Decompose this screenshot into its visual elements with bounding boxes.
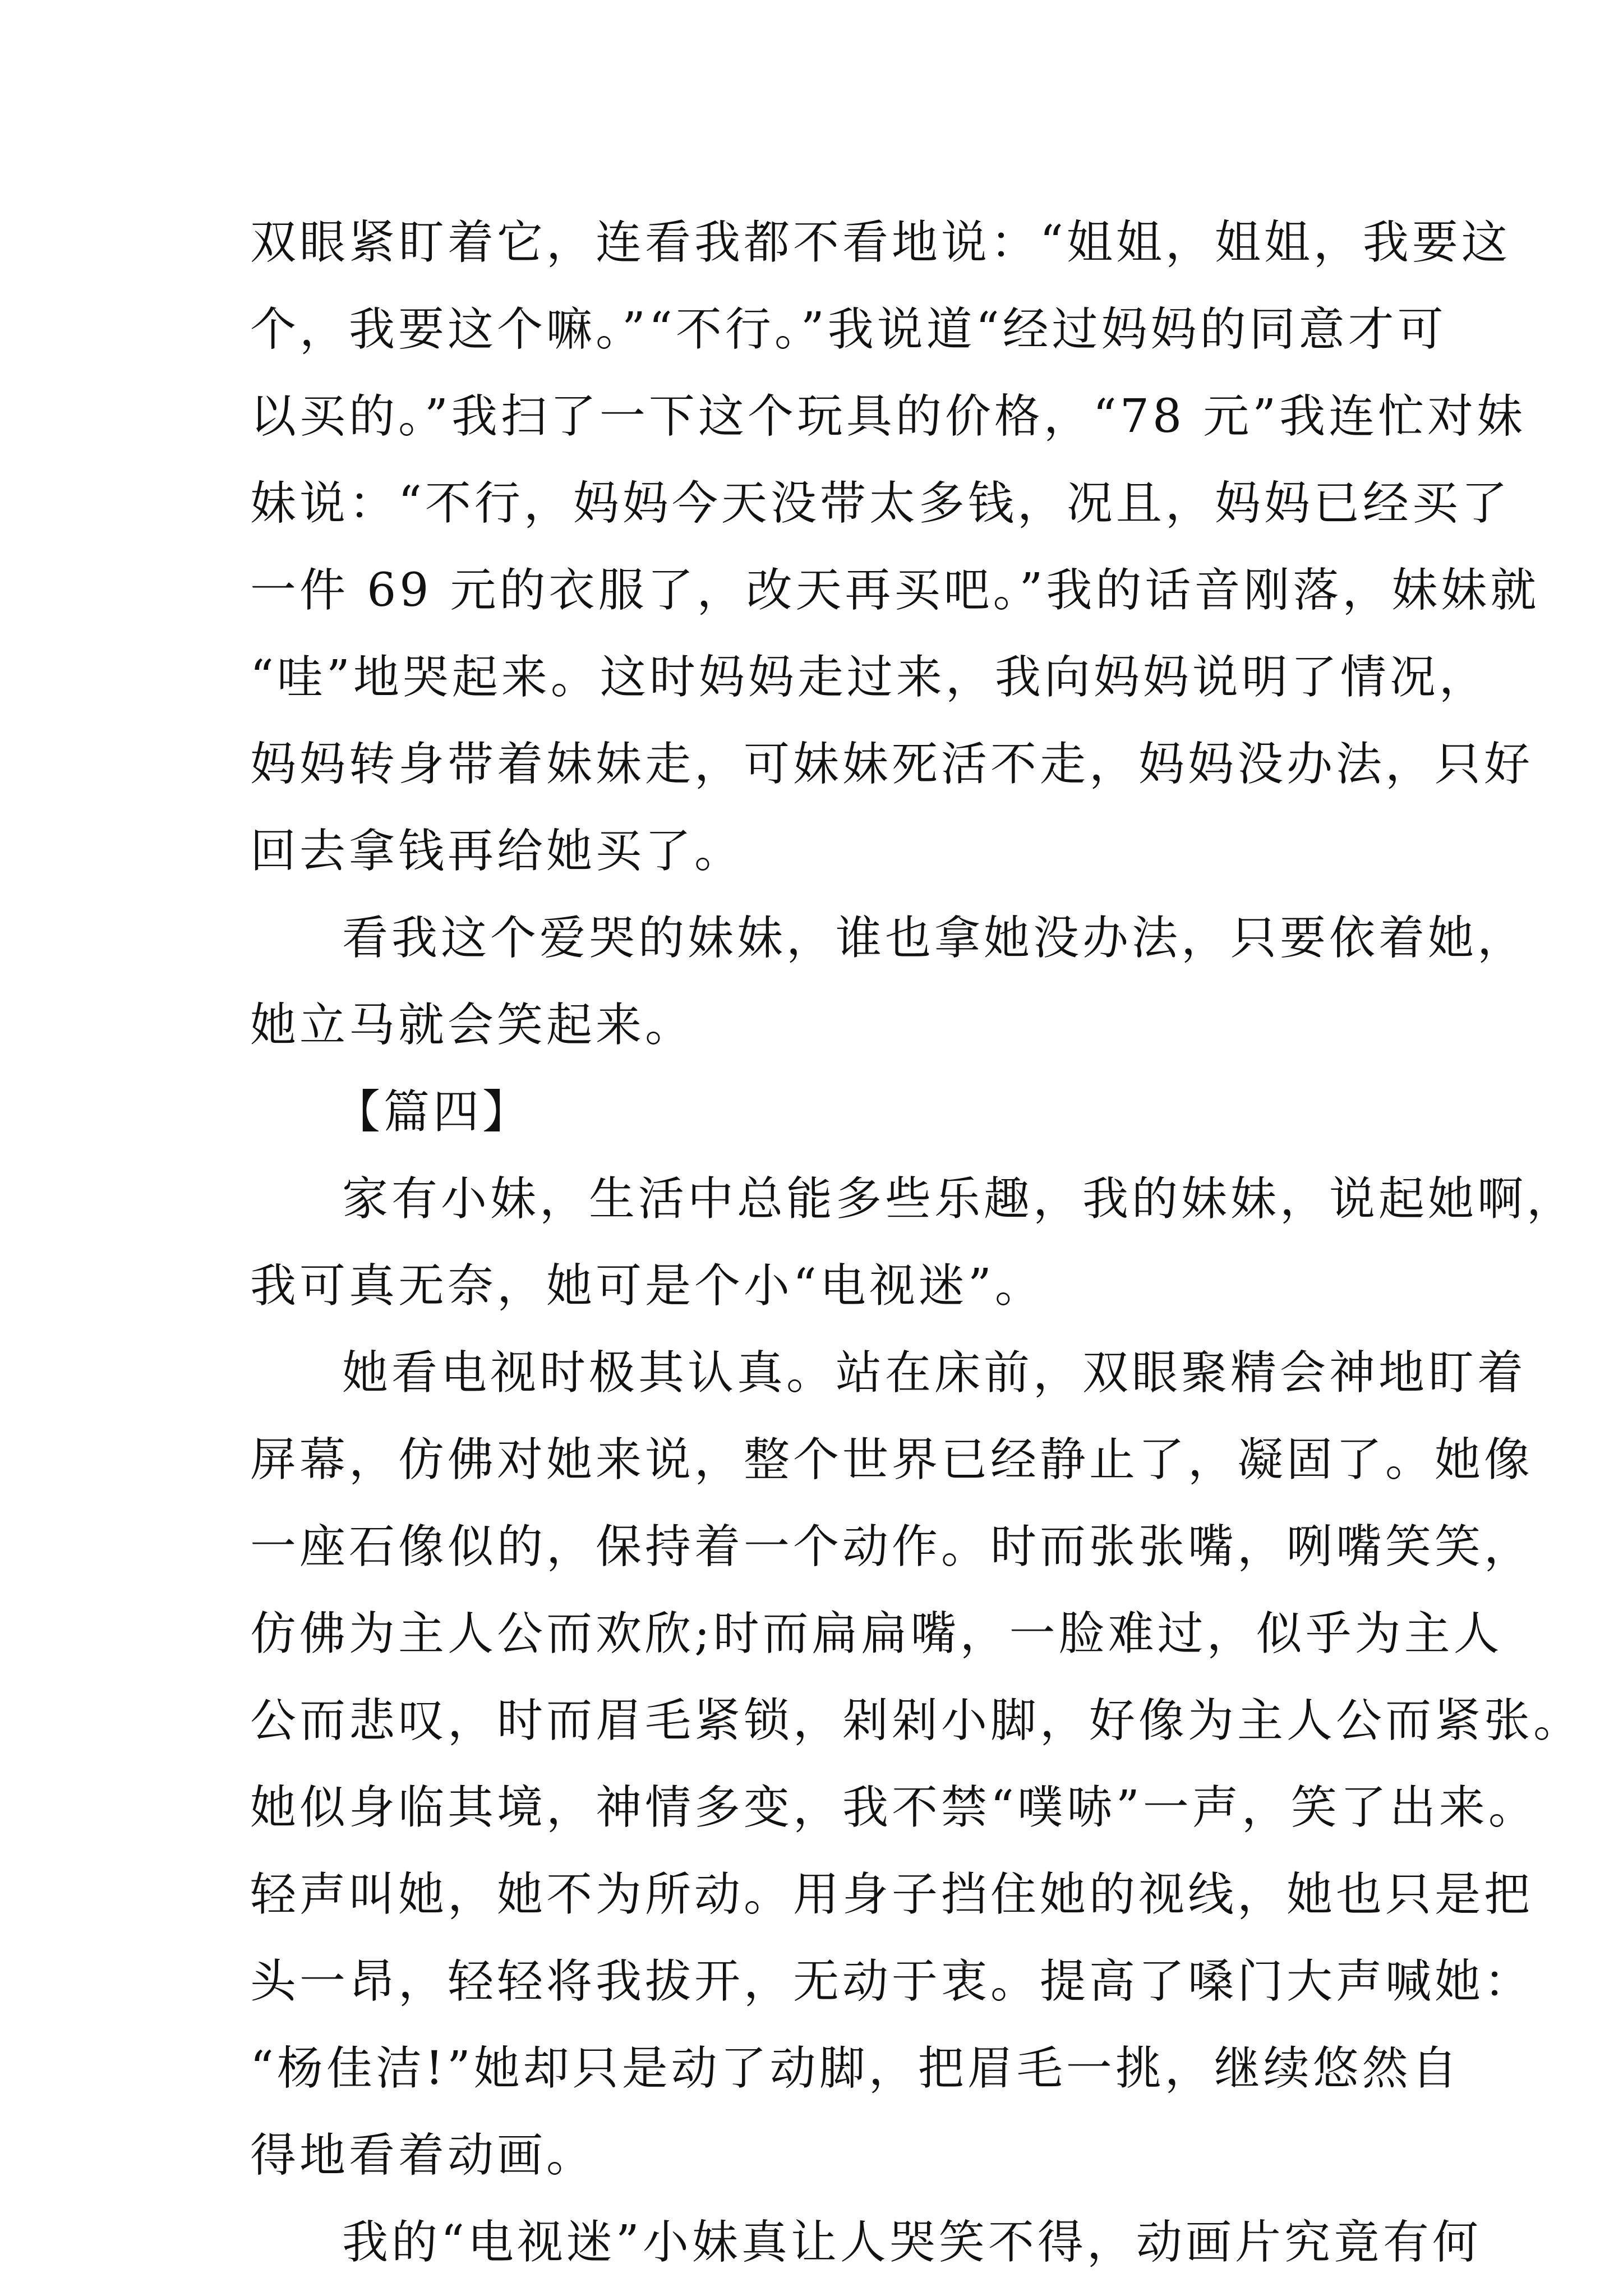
text-line: 一座石像似的，保持着一个动作。时而张张嘴，咧嘴笑笑， [250, 1520, 1534, 1573]
text-line: 公而悲叹，时而眉毛紧锁，剁剁小脚，好像为主人公而紧张。 [250, 1694, 1583, 1747]
text-line: 一件 69 元的衣服了，改天再买吧。”我的话音刚落，妹妹就 [250, 564, 1540, 617]
text-line: 仿佛为主人公而欢欣;时而扁扁嘴，一脸难过，似乎为主人 [250, 1607, 1503, 1660]
text-line: 双眼紧盯着它，连看我都不看地说：“姐姐，姐姐，我要这 [250, 216, 1511, 269]
text-line: 以买的。”我扫了一下这个玩具的价格，“78 元”我连忙对妹 [250, 390, 1527, 443]
text-line: 个，我要这个嘛。”“不行。”我说道“经过妈妈的同意才可 [250, 303, 1447, 356]
document-body [250, 199, 1583, 2286]
text-line: 轻声叫她，她不为所动。用身子挡住她的视线，她也只是把 [250, 1868, 1534, 1921]
text-line: 她似身临其境，神情多变，我不禁“噗哧”一声，笑了出来。 [250, 1781, 1538, 1834]
paragraph-start-line: 她看电视时极其认真。站在床前，双眼聚精会神地盯着 [342, 1346, 1527, 1400]
text-line: 我可真无奈，她可是个小“电视迷”。 [250, 1259, 1044, 1313]
text-line: 她立马就会笑起来。 [250, 999, 695, 1052]
text-line: 妹说：“不行，妈妈今天没带太多钱，况且，妈妈已经买了 [250, 477, 1511, 530]
text-line: “杨佳洁!”她却只是动了动脚，把眉毛一挑，继续悠然自 [250, 2042, 1461, 2095]
section-heading: 【篇四】 [334, 1085, 532, 1139]
text-line: 妈妈转身带着妹妹走，可妹妹死活不走，妈妈没办法，只好 [250, 738, 1534, 791]
paragraph-start-line: 我的“电视迷”小妹真让人哭笑不得，动画片究竟有何 [342, 2216, 1482, 2269]
text-line: “哇”地哭起来。这时妈妈走过来，我向妈妈说明了情况， [250, 651, 1488, 704]
paragraph-start-line: 家有小妹，生活中总能多些乐趣，我的妹妹，说起她啊， [342, 1172, 1576, 1226]
paragraph-start-line: 看我这个爱哭的妹妹，谁也拿她没办法，只要依着她， [342, 912, 1527, 965]
text-line: 头一昂，轻轻将我拔开，无动于衷。提高了嗓门大声喊她： [250, 1955, 1534, 2008]
text-line: 屏幕，仿佛对她来说，整个世界已经静止了，凝固了。她像 [250, 1433, 1534, 1487]
text-line: 回去拿钱再给她买了。 [250, 825, 744, 878]
text-line: 得地看着动画。 [250, 2129, 596, 2182]
